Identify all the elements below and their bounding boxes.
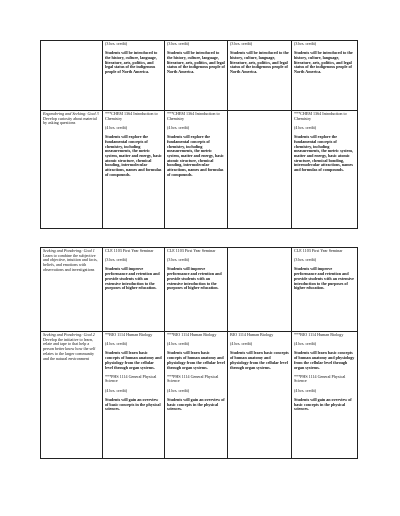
objective-text: Learn to combine the subjective and objective, intuition and facts, beliefs, and emotions with observations and investigations <box>43 252 98 272</box>
course-title: CLE 1103 First Year Seminar <box>105 248 154 253</box>
objective-text: Develop the initiative to learn, relate and tape to that help a person better know how the self relates to the larger community and the natural environment <box>43 336 96 361</box>
credit-text: (3 hrs. credit) <box>167 41 190 46</box>
description-text: Students will gain an overview of basic concepts in the physical sciences. <box>294 396 352 412</box>
credit-text: (4 hrs. credit) <box>167 124 190 130</box>
course-title: **BIO 1114 Human Biology <box>105 332 153 337</box>
objective-title: Engendering and Seeking: Goal 3 <box>43 111 99 116</box>
description-text: Students will be introduced to the history, culture, language, literature, arts, politics, and legal status of the indigenous people of North America. <box>294 50 353 75</box>
objective-cell <box>41 248 103 332</box>
course-cell <box>103 332 165 459</box>
credit-text: (3 hrs. credit) <box>105 41 128 46</box>
objective-text: Develop curiosity about material by asking questions <box>43 115 97 126</box>
course-title: ***PHS 1114 General Physical Science <box>294 373 346 384</box>
credit-text: (4 hrs. credit) <box>167 341 190 347</box>
description-text: Students will improve performance and retention and provide students with an extensive introduction to the purposes of higher education. <box>294 266 354 291</box>
credit-text: (3 hrs. credit) <box>294 257 317 263</box>
credit-text: (4 hrs. credit) <box>294 387 317 393</box>
course-cell <box>165 332 228 459</box>
course-cell <box>165 41 228 111</box>
course-cell <box>292 41 358 111</box>
credit-text: (3 hrs. credit) <box>167 257 190 263</box>
table-row <box>41 41 358 111</box>
course-cell-empty <box>228 111 292 229</box>
description-text: Students will learn basic concepts of human anatomy and physiology from the cellular level through organ systems. <box>294 350 355 370</box>
table-row <box>41 332 358 459</box>
description-text: Students will gain an overview of basic concepts in the physical sciences. <box>105 396 161 412</box>
course-cell <box>292 111 358 229</box>
course-title: ***CHEM 1364 Introduction to Chemistry <box>105 111 158 121</box>
course-cell <box>292 332 358 459</box>
description-text: Students will be introduced to the history, culture, language, literature, arts, politics, and legal status of the indigenous people of North America. <box>230 50 289 75</box>
description-text: Students will learn basic concepts of human anatomy and physiology from the cellular level through organ systems. <box>167 350 225 370</box>
objective-cell <box>41 41 103 111</box>
course-cell <box>228 41 292 111</box>
course-cell <box>103 111 165 229</box>
course-cell <box>165 111 228 229</box>
objective-title: Seeking and Pondering: Goal 2 <box>43 332 95 337</box>
description-text: Students will be introduced to the history, culture, language, literature, arts, politics, and legal status of the indigenous people of North America. <box>167 50 225 75</box>
objective-cell <box>41 111 103 229</box>
description-text: Students will explore the fundamental concepts of chemistry, including measurements, the metric system, matter and energy, basic atomic structure, chemical bonding, intermolecular attractions, names and formulas of compounds. <box>294 134 353 173</box>
table-row <box>41 111 358 229</box>
course-cell-empty <box>228 248 292 332</box>
course-title: CLE 1103 First Year Seminar <box>294 248 343 253</box>
credit-text: (4 hrs. credit) <box>167 387 190 393</box>
description-text: Students will improve performance and retention and provide students with an extensive introduction to the purposes of higher education. <box>167 266 222 291</box>
objective-title: Seeking and Pondering: Goal 1 <box>43 248 95 253</box>
course-title: ***PHS 1114 General Physical Science <box>105 373 157 384</box>
course-title: ***BIO 1114 Human Biology <box>167 332 217 337</box>
description-text: Students will be introduced to the history, culture, language, literature, arts, politics, and legal status of the indigenous people of North America. <box>105 50 158 75</box>
credit-text: (4 hrs. credit) <box>105 124 128 130</box>
credit-text: (4 hrs. credit) <box>105 341 128 347</box>
course-cell <box>103 41 165 111</box>
curriculum-table-top <box>40 40 358 229</box>
course-title: CLE 1103 First Year Seminar <box>167 248 216 253</box>
course-cell <box>292 248 358 332</box>
credit-text: (4 hrs. credit) <box>294 341 317 347</box>
course-title: ***CHEM 1364 Introduction to Chemistry <box>167 111 220 121</box>
description-text: Students will explore the fundamental concepts of chemistry, including measurements, the metric system, matter and energy, basic atomic structure, chemical bonding, intermolecular attractions, names and formulas of compounds. <box>105 134 162 177</box>
course-cell <box>165 248 228 332</box>
credit-text: (4 hrs. credit) <box>294 124 317 130</box>
description-text: Students will learn basic concepts of human anatomy and physiology from the cellular level through organ systems. <box>105 350 162 370</box>
objective-cell <box>41 332 103 459</box>
course-cell <box>103 248 165 332</box>
credit-text: (4 hrs. credit) <box>105 387 128 393</box>
course-title: BIO 1114 Human Biology <box>230 332 274 337</box>
description-text: Students will explore the fundamental concepts of chemistry, including measurements, the metric system, matter and energy, basic atomic structure, chemical bonding, intermolecular attractions, names and formulas of compounds. <box>167 134 224 177</box>
credit-text: (3 hrs. credit) <box>230 41 253 46</box>
credit-text: (3 hrs. credit) <box>105 257 128 263</box>
description-text: Students will learn basic concepts of human anatomy and physiology from the cellular level through organ systems. <box>230 350 289 370</box>
credit-text: (3 hrs. credit) <box>294 41 317 46</box>
description-text: Students will gain an overview of basic concepts in the physical sciences. <box>167 396 225 412</box>
description-text: Students will improve performance and retention and provide students with an extensive introduction to the purposes of higher education. <box>105 266 160 291</box>
course-title: ***BIO 1114 Human Biology <box>294 332 344 337</box>
table-row <box>41 248 358 332</box>
course-title: ***CHEM 1364 Introduction to Chemistry <box>294 111 347 121</box>
course-cell <box>228 332 292 459</box>
credit-text: (4 hrs. credit) <box>230 341 253 347</box>
course-title: ***PHS 1114 General Physical Science <box>167 373 219 384</box>
curriculum-table-bottom <box>40 247 358 459</box>
